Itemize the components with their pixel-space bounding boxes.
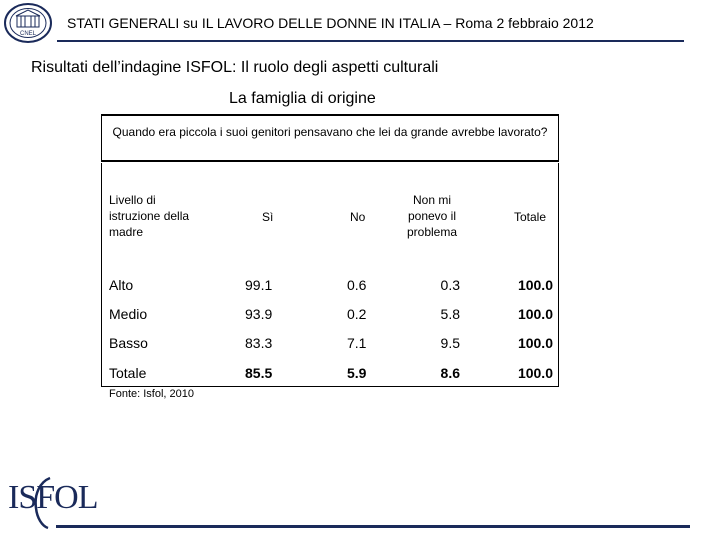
table-row <box>102 304 558 324</box>
value-nonmi: 9.5 <box>440 335 460 351</box>
table-row-total <box>102 363 558 383</box>
header-livello-istruzione: Livello di istruzione della madre <box>109 193 190 239</box>
value-totale: 100.0 <box>517 277 553 293</box>
header-no: No <box>350 210 366 224</box>
row-label: Alto <box>109 277 134 293</box>
question-text: Quando era piccola i suoi genitori pensavano che lei da grande avrebbe lavorato? <box>112 125 548 139</box>
value-si: 83.3 <box>245 335 273 351</box>
cnel-seal-logo <box>4 3 52 43</box>
header-si: Sì <box>262 210 274 224</box>
question-box <box>101 114 559 162</box>
value-nonmi: 0.3 <box>440 277 460 293</box>
table-row <box>102 275 558 295</box>
logo-brand-text: ISFOL <box>8 479 98 516</box>
seal-text: CNEL <box>19 31 37 37</box>
value-no: 0.6 <box>347 277 367 293</box>
value-si: 99.1 <box>245 277 273 293</box>
header-title: STATI GENERALI su IL LAVORO DELLE DONNE IN ITALIA – Roma 2 febbraio 2012 <box>67 15 594 31</box>
row-label: Basso <box>109 335 148 351</box>
value-totale: 100.0 <box>517 335 553 351</box>
value-nonmi: 8.6 <box>440 365 460 381</box>
subtitle: Risultati dell’indagine ISFOL: Il ruolo degli aspetti culturali <box>31 59 439 76</box>
value-si: 93.9 <box>245 306 273 322</box>
value-no: 5.9 <box>347 365 367 381</box>
value-totale: 100.0 <box>517 365 553 381</box>
table-row <box>102 333 558 353</box>
row-label: Totale <box>109 365 147 381</box>
header-divider <box>57 40 684 42</box>
isfol-logo <box>6 474 116 530</box>
value-si: 85.5 <box>245 365 273 381</box>
header-totale: Totale <box>514 210 547 224</box>
section-title: La famiglia di origine <box>229 90 376 107</box>
value-no: 7.1 <box>347 335 367 351</box>
value-no: 0.2 <box>347 306 367 322</box>
results-table <box>101 163 559 387</box>
footer-divider <box>56 525 690 528</box>
source-note: Fonte: Isfol, 2010 <box>109 388 194 400</box>
value-totale: 100.0 <box>517 306 553 322</box>
row-label: Medio <box>109 306 148 322</box>
header-non-mi-ponevo: Non mi ponevo il problema <box>406 193 458 239</box>
value-nonmi: 5.8 <box>440 306 460 322</box>
